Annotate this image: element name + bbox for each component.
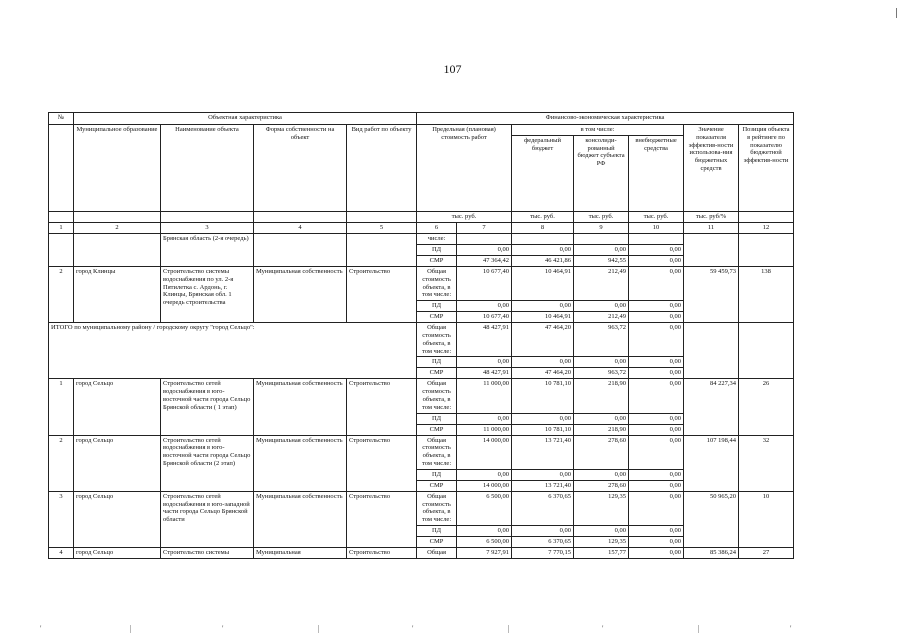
pd-label: ПД	[417, 525, 457, 536]
header-including: в том числе:	[512, 125, 684, 136]
rating-value: 10	[739, 491, 794, 547]
value-cell: 0,00	[629, 435, 684, 469]
total-label: Общая стоимость объекта, в том числе:	[417, 323, 457, 357]
ownership: Муниципальная собственность	[254, 435, 347, 491]
value-cell: 0,00	[629, 491, 684, 525]
municipality: город Клинцы	[74, 267, 161, 323]
unit-label: тыс. руб.	[512, 212, 574, 223]
value-cell: 0,00	[629, 536, 684, 547]
total-label: Общая стоимость объекта, в том числе:	[417, 379, 457, 413]
rating-value: 26	[739, 379, 794, 435]
row-number: 3	[49, 491, 74, 547]
column-number: 8	[512, 223, 574, 234]
value-cell: 278,60	[574, 435, 629, 469]
header-efficiency: Значение показателя эффектив-ности использова-ния бюджетных средств	[684, 125, 739, 212]
value-cell: 0,00	[629, 547, 684, 558]
unit-label: тыс. руб/%	[684, 212, 739, 223]
column-number: 12	[739, 223, 794, 234]
value-cell: 942,55	[574, 256, 629, 267]
scan-edge-mark	[896, 8, 897, 18]
column-number: 6	[417, 223, 457, 234]
value-cell: 157,77	[574, 547, 629, 558]
work-type: Строительство	[347, 267, 417, 323]
header-rating: Позиция объекта в рейтинге по показателю бюджетной эффектив-ности	[739, 125, 794, 212]
value-cell: 212,49	[574, 312, 629, 323]
value-cell: 0,00	[629, 323, 684, 357]
work-type: Строительство	[347, 435, 417, 491]
row-number: 4	[49, 547, 74, 558]
value-cell: 0,00	[512, 525, 574, 536]
value-cell: 6 370,65	[512, 536, 574, 547]
value-cell: 0,00	[574, 301, 629, 312]
value-cell: 13 721,40	[512, 435, 574, 469]
row-number: 2	[49, 435, 74, 491]
header-object-characteristic: Объектная характеристика	[74, 113, 417, 125]
smr-label: СМР	[417, 536, 457, 547]
object-name: Строительство сетей водоснабжения в юго-восточной части города Сельцо Брянской области ( 1 этап)	[161, 379, 254, 435]
value-cell: 6 500,00	[457, 536, 512, 547]
total-label: Общая	[417, 547, 457, 558]
value-cell: 963,72	[574, 368, 629, 379]
value-cell: 0,00	[457, 245, 512, 256]
unit-label: тыс. руб.	[629, 212, 684, 223]
object-name: Строительство сетей водоснабжения в юго-восточной части города Сельцо Брянской области (2 этап)	[161, 435, 254, 491]
value-cell: 0,00	[457, 469, 512, 480]
value-cell: 0,00	[457, 525, 512, 536]
incl-label: числе:	[417, 234, 457, 245]
value-cell: 0,00	[629, 424, 684, 435]
smr-label: СМР	[417, 368, 457, 379]
row-number: 2	[49, 267, 74, 323]
value-cell: 218,90	[574, 424, 629, 435]
header-no: №	[49, 113, 74, 125]
column-number: 3	[161, 223, 254, 234]
value-cell: 7 927,91	[457, 547, 512, 558]
municipality: город Сельцо	[74, 491, 161, 547]
value-cell: 46 421,86	[512, 256, 574, 267]
value-cell: 10 464,91	[512, 267, 574, 301]
object-name: Строительство сетей водоснабжения в юго-западной части города Сельцо Брянской области	[161, 491, 254, 547]
header-financial-characteristic: Финансово-экономическая характеристика	[417, 113, 794, 125]
column-number: 10	[629, 223, 684, 234]
value-cell: 14 000,00	[457, 435, 512, 469]
value-cell: 0,00	[512, 301, 574, 312]
value-cell: 10 677,40	[457, 267, 512, 301]
value-cell: 10 677,40	[457, 312, 512, 323]
value-cell: 129,35	[574, 491, 629, 525]
column-number: 7	[457, 223, 512, 234]
value-cell: 0,00	[457, 413, 512, 424]
value-cell: 0,00	[574, 413, 629, 424]
pd-label: ПД	[417, 413, 457, 424]
value-cell: 218,90	[574, 379, 629, 413]
value-cell: 0,00	[574, 525, 629, 536]
total-label: Общая стоимость объекта, в том числе:	[417, 267, 457, 301]
work-type: Строительство	[347, 491, 417, 547]
column-number: 4	[254, 223, 347, 234]
page-number: 107	[443, 62, 462, 76]
value-cell: 11 000,00	[457, 379, 512, 413]
value-cell: 48 427,91	[457, 323, 512, 357]
pd-label: ПД	[417, 301, 457, 312]
column-number: 9	[574, 223, 629, 234]
value-cell: 0,00	[629, 469, 684, 480]
scan-bottom-marks: ' | ' | ' | ' | '	[40, 624, 792, 633]
ownership: Муниципальная	[254, 547, 347, 558]
value-cell: 6 500,00	[457, 491, 512, 525]
value-cell: 10 781,10	[512, 379, 574, 413]
value-cell: 0,00	[629, 301, 684, 312]
efficiency-value: 84 227,34	[684, 379, 739, 435]
value-cell: 0,00	[629, 256, 684, 267]
value-cell: 0,00	[512, 245, 574, 256]
value-cell: 0,00	[574, 469, 629, 480]
municipality: город Сельцо	[74, 435, 161, 491]
value-cell: 11 000,00	[457, 424, 512, 435]
value-cell: 0,00	[457, 301, 512, 312]
value-cell: 0,00	[629, 480, 684, 491]
value-cell: 10 781,10	[512, 424, 574, 435]
value-cell: 278,60	[574, 480, 629, 491]
row-number: 1	[49, 379, 74, 435]
value-cell: 0,00	[574, 245, 629, 256]
header-offbudget: внебюджетные средства	[629, 135, 684, 211]
value-cell: 47 464,20	[512, 323, 574, 357]
itogo-label: ИТОГО по муниципальному району / городскому округу "город Сельцо":	[49, 323, 417, 379]
value-cell: 14 000,00	[457, 480, 512, 491]
value-cell: 13 721,40	[512, 480, 574, 491]
unit-label: тыс. руб.	[574, 212, 629, 223]
efficiency-value: 59 459,73	[684, 267, 739, 323]
object-name: Брянская область (2-я очередь)	[161, 234, 254, 267]
column-number: 1	[49, 223, 74, 234]
rating-value: 138	[739, 267, 794, 323]
municipality: город Сельцо	[74, 379, 161, 435]
efficiency-value: 107 198,44	[684, 435, 739, 491]
value-cell: 0,00	[629, 379, 684, 413]
value-cell: 0,00	[512, 357, 574, 368]
work-type: Строительство	[347, 379, 417, 435]
value-cell: 48 427,91	[457, 368, 512, 379]
header-federal: федеральный бюджет	[512, 135, 574, 211]
value-cell: 0,00	[457, 357, 512, 368]
header-municipality: Муниципальное образование	[74, 125, 161, 212]
header-ownership: Форма собственности на объект	[254, 125, 347, 212]
value-cell: 47 464,20	[512, 368, 574, 379]
value-cell: 0,00	[629, 357, 684, 368]
unit-label: тыс. руб.	[417, 212, 512, 223]
header-work-type: Вид работ по объекту	[347, 125, 417, 212]
ownership: Муниципальная собственность	[254, 267, 347, 323]
value-cell: 0,00	[629, 312, 684, 323]
value-cell: 0,00	[629, 525, 684, 536]
financial-table	[48, 112, 794, 559]
value-cell: 47 364,42	[457, 256, 512, 267]
value-cell: 963,72	[574, 323, 629, 357]
rating-value: 27	[739, 547, 794, 558]
pd-label: ПД	[417, 357, 457, 368]
header-consolidated: консолиди-рованный бюджет субъекта РФ	[574, 135, 629, 211]
column-number: 11	[684, 223, 739, 234]
column-number: 2	[74, 223, 161, 234]
value-cell: 212,49	[574, 267, 629, 301]
municipality: город Сельцо	[74, 547, 161, 558]
efficiency-value: 50 965,20	[684, 491, 739, 547]
smr-label: СМР	[417, 312, 457, 323]
total-label: Общая стоимость объекта, в том числе:	[417, 491, 457, 525]
value-cell: 0,00	[512, 413, 574, 424]
value-cell: 0,00	[574, 357, 629, 368]
value-cell: 0,00	[512, 469, 574, 480]
value-cell: 0,00	[629, 245, 684, 256]
value-cell: 6 370,65	[512, 491, 574, 525]
value-cell: 0,00	[629, 267, 684, 301]
value-cell: 129,35	[574, 536, 629, 547]
total-label: Общая стоимость объекта, в том числе:	[417, 435, 457, 469]
pd-label: ПД	[417, 245, 457, 256]
smr-label: СМР	[417, 424, 457, 435]
pd-label: ПД	[417, 469, 457, 480]
smr-label: СМР	[417, 480, 457, 491]
value-cell: 10 464,91	[512, 312, 574, 323]
header-max-cost: Предельная (плановая) стоимость работ	[417, 125, 512, 212]
object-name: Строительство системы	[161, 547, 254, 558]
value-cell: 0,00	[629, 368, 684, 379]
header-object-name: Наименование объекта	[161, 125, 254, 212]
smr-label: СМР	[417, 256, 457, 267]
value-cell: 0,00	[629, 413, 684, 424]
column-number: 5	[347, 223, 417, 234]
ownership: Муниципальная собственность	[254, 491, 347, 547]
rating-value: 32	[739, 435, 794, 491]
object-name: Строительство системы водоснабжения по ул. 2-я Пятилетка с. Ардонь, г. Клинцы, Брянская обл. 1 очередь строительства	[161, 267, 254, 323]
efficiency-value: 85 386,24	[684, 547, 739, 558]
ownership: Муниципальная собственность	[254, 379, 347, 435]
value-cell: 7 770,15	[512, 547, 574, 558]
work-type: Строительство	[347, 547, 417, 558]
